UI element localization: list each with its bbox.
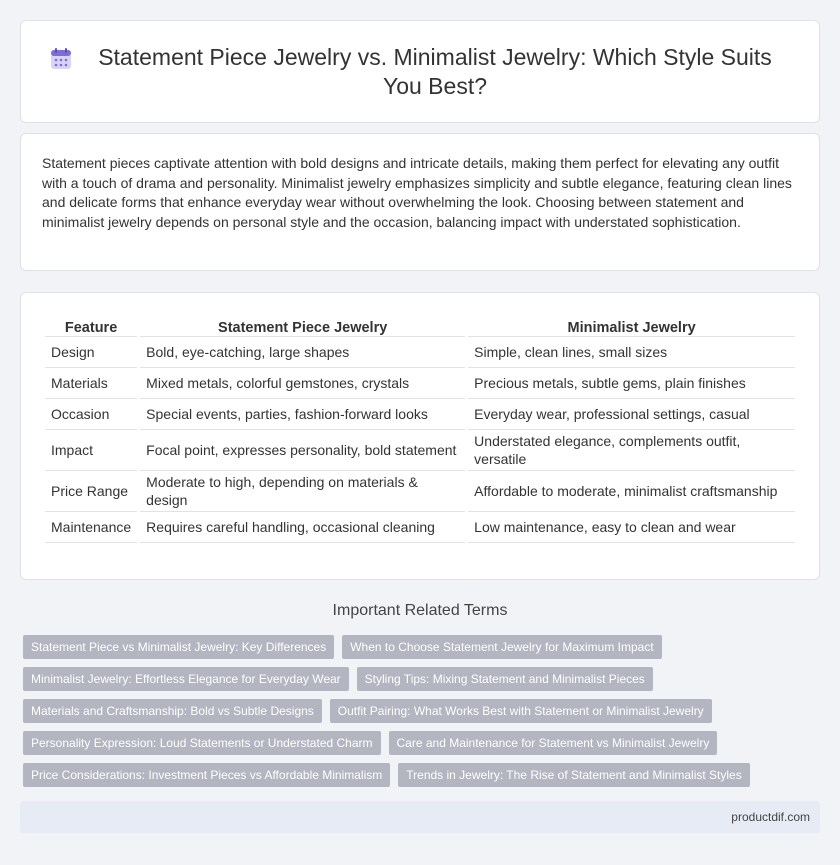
cell-feature: Occasion — [45, 399, 137, 430]
header-statement: Statement Piece Jewelry — [140, 315, 465, 337]
related-terms-title: Important Related Terms — [332, 602, 508, 619]
intro-card — [20, 133, 820, 271]
comparison-card — [20, 292, 820, 580]
related-term-tag[interactable]: When to Choose Statement Jewelry for Maximum Impact — [342, 635, 661, 659]
related-terms-list — [23, 635, 803, 795]
cell-minimalist: Simple, clean lines, small sizes — [468, 337, 795, 368]
cell-minimalist: Affordable to moderate, minimalist craftsmanship — [468, 471, 795, 512]
related-term-tag[interactable]: Trends in Jewelry: The Rise of Statement and Minimalist Styles — [398, 763, 749, 787]
related-term-tag[interactable]: Minimalist Jewelry: Effortless Elegance for Everyday Wear — [23, 667, 349, 691]
cell-feature: Design — [45, 337, 137, 368]
cell-feature: Price Range — [45, 471, 137, 512]
table-row — [45, 471, 795, 512]
footer — [20, 801, 820, 833]
cell-feature: Materials — [45, 368, 137, 399]
cell-minimalist: Everyday wear, professional settings, casual — [468, 399, 795, 430]
header-minimalist: Minimalist Jewelry — [468, 315, 795, 337]
related-term-tag[interactable]: Statement Piece vs Minimalist Jewelry: Key Differences — [23, 635, 334, 659]
table-row — [45, 430, 795, 471]
footer-site-link[interactable]: productdif.com — [731, 810, 810, 824]
cell-statement: Requires careful handling, occasional cleaning — [140, 512, 465, 543]
cell-minimalist: Precious metals, subtle gems, plain finishes — [468, 368, 795, 399]
related-term-tag[interactable]: Care and Maintenance for Statement vs Minimalist Jewelry — [389, 731, 718, 755]
table-row — [45, 368, 795, 399]
title-card — [20, 20, 820, 123]
cell-feature: Impact — [45, 430, 137, 471]
comparison-table — [42, 315, 798, 543]
table-row — [45, 399, 795, 430]
cell-statement: Bold, eye-catching, large shapes — [140, 337, 465, 368]
header-feature: Feature — [45, 315, 137, 337]
cell-statement: Mixed metals, colorful gemstones, crystals — [140, 368, 465, 399]
cell-minimalist: Low maintenance, easy to clean and wear — [468, 512, 795, 543]
cell-minimalist: Understated elegance, complements outfit, versatile — [468, 430, 795, 471]
cell-statement: Special events, parties, fashion-forward looks — [140, 399, 465, 430]
related-term-tag[interactable]: Materials and Craftsmanship: Bold vs Subtle Designs — [23, 699, 322, 723]
cell-statement: Focal point, expresses personality, bold statement — [140, 430, 465, 471]
table-header-row — [45, 315, 795, 337]
cell-feature: Maintenance — [45, 512, 137, 543]
intro-paragraph: Statement pieces captivate attention with bold designs and intricate details, making them perfect for elevating any outfit with a touch of drama and personality. Minimalist jewelry emphasizes simplicity and subtle elegance, featuring clean lines and delicate forms that enhance everyday wear without overwhelming the look. Choosing between statement and minimalist jewelry depends on personal style and the occasion, balancing impact with understated sophistication. — [42, 155, 792, 230]
related-term-tag[interactable]: Price Considerations: Investment Pieces vs Affordable Minimalism — [23, 763, 390, 787]
related-term-tag[interactable]: Styling Tips: Mixing Statement and Minimalist Pieces — [357, 667, 653, 691]
related-term-tag[interactable]: Outfit Pairing: What Works Best with Statement or Minimalist Jewelry — [330, 699, 712, 723]
table-row — [45, 512, 795, 543]
related-term-tag[interactable]: Personality Expression: Loud Statements or Understated Charm — [23, 731, 381, 755]
page-title: Statement Piece Jewelry vs. Minimalist Jewelry: Which Style Suits You Best? — [98, 44, 772, 99]
table-row — [45, 337, 795, 368]
cell-statement: Moderate to high, depending on materials & design — [140, 471, 465, 512]
